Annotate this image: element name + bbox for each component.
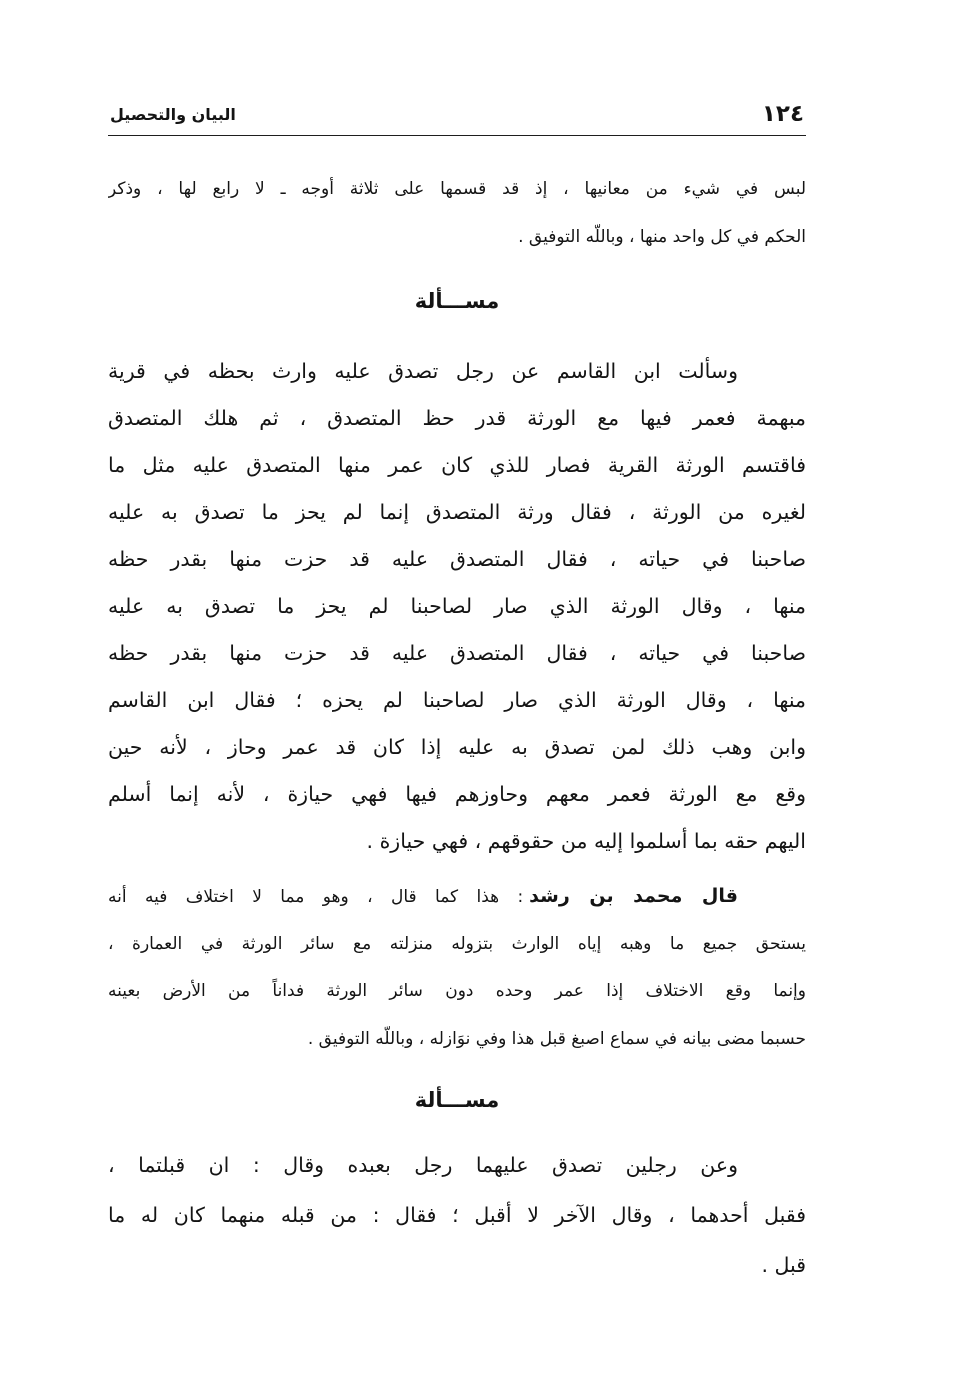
paragraph-line: وسألت ابن القاسم عن رجل تصدق عليه وارث بحظه في قرية xyxy=(108,359,738,383)
paragraph-line: يستحق جميع ما وهبه إياه الوارث بتزوله منزلته مع سائر الورثة في العمارة ، xyxy=(108,933,806,954)
question-paragraph xyxy=(108,1140,806,1290)
paragraph-line: وقع مع الورثة فعمر معهم وحاوزهم فيها فهي حيازة ، لأنه إنما أسلم xyxy=(108,782,806,806)
commentary-line-text: : هذا كما قال ، وهو مما لا اختلاف فيه أنه xyxy=(108,887,524,907)
paragraph-line xyxy=(108,873,806,921)
paragraph-line: اليهم حقه بما أسلموا إليه من حقوقهم ، فهي حيازة . xyxy=(366,829,806,853)
paragraph-line: منها ، وقال الورثة الذي صار لصاحبنا لم يحز ما تصدق به عليه xyxy=(108,594,806,618)
section-heading: مســـألة xyxy=(414,289,500,313)
paragraph-line: وعن رجلين تصدق عليهما رجل بعبده وقال : ان قبلتما ، xyxy=(108,1153,738,1177)
paragraph-line: وإنما وقع الاختلاف إذا عمر وحده دون سائر الورثة فداناً من الأرض بعينه xyxy=(108,981,806,1001)
header-rule xyxy=(108,135,806,136)
paragraph-line: فقبل أحدهما ، وقال الآخر لا أقبل ؛ فقال : من قبله منهما كان له ما xyxy=(108,1203,806,1227)
paragraph-line: مبهمة فعمر فيها مع الورثة قدر حظ المتصدق ، ثم هلك المتصدق xyxy=(108,406,806,430)
paragraph-line: لبس في شيء من معانيها ، إذ قد قسمها على ثلاثة أوجه ـ لا رابع لها ، وذكر xyxy=(108,179,806,199)
section-heading: مســـألة xyxy=(414,1088,500,1112)
page-number: ١٢٤ xyxy=(761,101,804,127)
commentary-author-lead: قال محمد بن رشد xyxy=(529,885,738,907)
paragraph-line: لغيره من الورثة ، فقال ورثة المتصدق إنما لم يحز ما تصدق به عليه xyxy=(108,500,806,524)
running-title: البيان والتحصيل xyxy=(110,104,236,124)
paragraph-line: صاحبنا في حياته ، فقال المتصدق عليه قد حزت منها بقدر حظه xyxy=(108,641,806,665)
paragraph-line: حسبما مضى بيانه في سماع اصبغ قبل هذا وفي نوَازله ، وباللّه التوفيق . xyxy=(307,1028,806,1049)
paragraph-line: فاقتسم الورثة القرية فصار للذي كان عمر منها المتصدق عليه مثل ما xyxy=(108,453,806,477)
paragraph-line: قبل . xyxy=(761,1253,806,1277)
running-header xyxy=(108,96,806,132)
question-paragraph xyxy=(108,348,806,865)
continuation-paragraph xyxy=(108,165,806,261)
paragraph-line: وابن وهب ذلك لمن تصدق به عليه إذا كان قد عمر وحاز ، لأنه حين xyxy=(108,735,806,759)
paragraph-line: الحكم في كل واحد منها ، وباللّه التوفيق . xyxy=(518,227,806,247)
paragraph-line: منها ، وقال الورثة الذي صار لصاحبنا لم يحزه ؛ فقال ابن القاسم xyxy=(108,688,806,712)
commentary-paragraph xyxy=(108,873,806,1063)
paragraph-line: صاحبنا في حياته ، فقال المتصدق عليه قد حزت منها بقدر حظه xyxy=(108,547,806,571)
